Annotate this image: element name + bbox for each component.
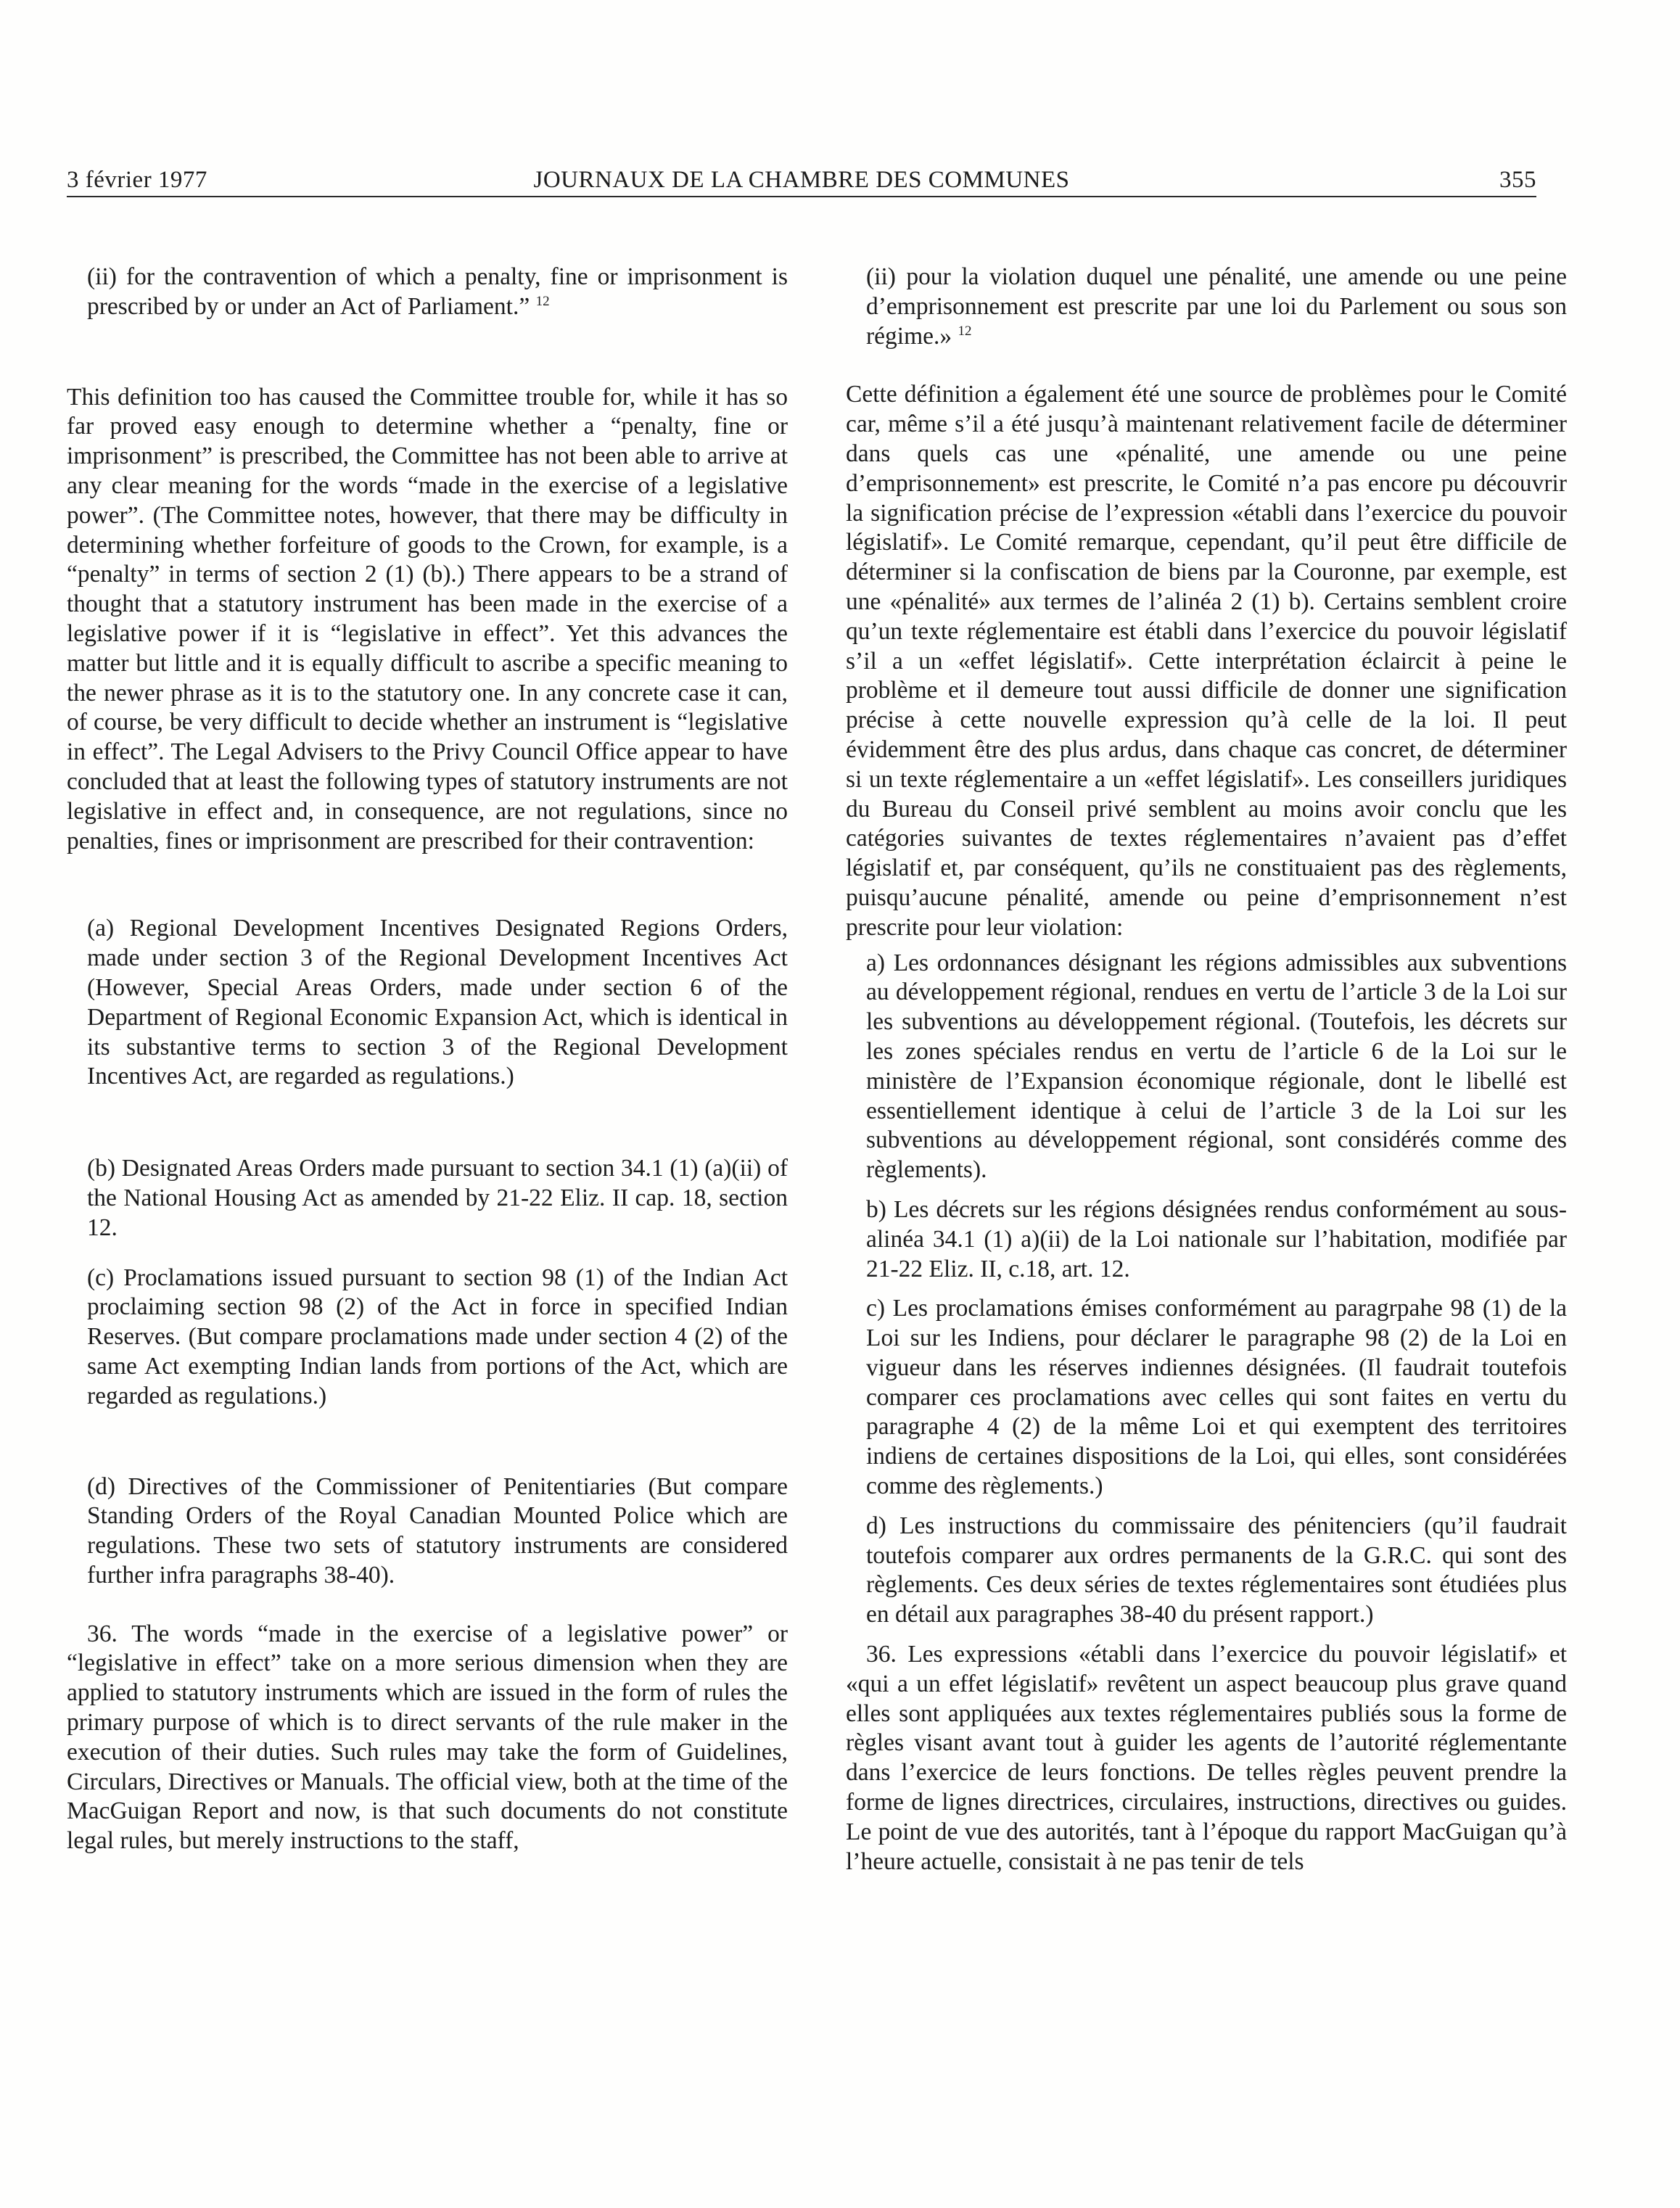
en-paragraph-36: 36. The words “made in the exercise of a legislative power” or “legislative in effect” take on a more serious dimension when they are applied to statutory instruments which are issued in the form of rules the primary purpose of which is to direct servants of the rule maker in the execution of their duties. Such rules may take the form of Guidelines, Circulars, Directives or Manuals. The official view, both at the time of the MacGuigan Report and now, is that such documents do not constitute legal rules, but merely instructions to the staff, bbox=[67, 1620, 788, 1855]
fr-item-c: c) Les proclamations émises conformément au paragrpahe 98 (1) de la Loi sur les Indiens, pour déclarer le paragraphe 98 (2) de la Loi en vigueur dans les réserves indiennes désignées. (Il faudrait toutefois comparer ces proclamations avec celles qui sont faites en vertu du paragraphe 4 (2) de la même Loi et qui exemptent des territoires indiens de certaines dispositions de la Loi, qui elles, sont considérées comme des règlements.) bbox=[866, 1295, 1567, 1500]
en-item-d: (d) Directives of the Commissioner of Penitentiaries (But compare Standing Orders of the Royal Canadian Mounted Police which are regulations. These two sets of statutory instruments are considered further infra paragraphs 38-40). bbox=[87, 1472, 788, 1589]
fr-item-a: a) Les ordonnances désignant les régions admissibles aux subventions au développement régional, rendues en vertu de l’article 3 de la Loi sur les subventions au développement régional. (Toutefois, les décrets sur les zones spéciales rendus en vertu de l’article 6 de la Loi sur le ministère de l’Expansion économique régionale, dont le libellé est essentiellement identique à celui de l’article 3 de la Loi sur les subventions au développement régional, sont considérés comme des règlements). bbox=[866, 949, 1567, 1184]
header-rule bbox=[67, 196, 1536, 197]
french-column bbox=[846, 263, 1567, 1877]
en-subparagraph-ii-text: (ii) for the contravention of which a penalty, fine or imprisonment is prescribed by or under an Act of Parliament.” bbox=[87, 263, 788, 320]
header-journal-title: JOURNAUX DE LA CHAMBRE DES COMMUNES bbox=[533, 167, 1070, 193]
en-paragraph-definition: This definition too has caused the Committee trouble for, while it has so far proved easy enough to determine whether a “penalty, fine or imprisonment” is prescribed, the Committee has not been able to arrive at any clear meaning for the words “made in the exercise of a legislative power”. (The Committee notes, however, that there may be difficulty in determining whether forfeiture of goods to the Crown, for example, is a “penalty” in terms of section 2 (1) (b).) There appears to be a strand of thought that a statutory instrument has been made in the exercise of a legislative power if it is “legislative in effect”. Yet this advances the matter but little and it is equally difficult to ascribe a specific meaning to the newer phrase as it is to the statutory one. In any concrete case it can, of course, be very difficult to decide whether an instrument is “legislative in effect”. The Legal Advisers to the Privy Council Office appear to have concluded that at least the following types of statutory instruments are not legislative in effect and, in consequence, are not regulations, since no penalties, fines or imprisonment are prescribed for their contravention: bbox=[67, 383, 788, 854]
english-column bbox=[67, 263, 788, 1856]
en-item-a: (a) Regional Development Incentives Designated Regions Orders, made under section 3 of the Regional Development Incentives Act (However, Special Areas Orders, made under section 6 of the Department of Regional Economic Expansion Act, which is identical in its substantive terms to section 3 of the Regional Development Incentives Act, are regarded as regulations.) bbox=[87, 915, 788, 1090]
fr-item-b: b) Les décrets sur les régions désignées rendus conformément au sous-alinéa 34.1 (1) a)(ii) de la Loi nationale sur l’habitation, modifiée par 21-22 Eliz. II, c.18, art. 12. bbox=[866, 1195, 1567, 1282]
fr-subparagraph-ii-text: (ii) pour la violation duquel une pénalité, une amende ou une peine d’emprisonnement est prescrite par une loi du Parlement ou sous son régime.» bbox=[866, 263, 1567, 350]
header-date: 3 février 1977 bbox=[67, 167, 207, 193]
running-head bbox=[67, 160, 1536, 200]
fr-item-d: d) Les instructions du commissaire des pénitenciers (qu’il faudrait toutefois comparer aux ordres permanents de la G.R.C. qui sont des règlements. Ces deux séries de textes réglementaires sont étudiées plus en détail aux paragraphes 38-40 du présent rapport.) bbox=[866, 1512, 1567, 1628]
fr-footnote-ref-12: 12 bbox=[958, 323, 972, 339]
fr-paragraph-definition: Cette définition a également été une source de problèmes pour le Comité car, même s’il a été jusqu’à maintenant relativement facile de déterminer dans quels cas une «pénalité, une amende ou une peine d’emprisonnement» est prescrite, le Comité n’a pas encore pu découvrir la signification précise de l’expression «établi dans l’exercice du pouvoir législatif». Le Comité remarque, cependant, qu’il peut être difficile de déterminer si la confiscation de biens par la Couronne, par exemple, est une «pénalité» aux termes de l’alinéa 2 (1) b). Certains semblent croire qu’un texte réglementaire est établi dans l’exercice du pouvoir législatif s’il a un «effet législatif». Cette interprétation éclaircit à peine le problème et il demeure tout aussi difficile de donner une signification précise à cette nouvelle expression qu’à celle de la loi. Il peut évidemment être des plus ardus, dans chaque cas concret, de déterminer si un texte réglementaire a un «effet législatif». Les conseillers juridiques du Bureau du Conseil privé semblent au moins avoir conclu que les catégories suivantes de textes réglementaires n’avaient pas d’effet législatif et, par conséquent, qu’ils ne constituaient pas des règlements, puisqu’aucune pénalité, amende ou peine d’emprisonnement n’est prescrite pour leur violation: bbox=[846, 381, 1567, 941]
en-subparagraph-ii bbox=[67, 263, 788, 322]
en-footnote-ref-12: 12 bbox=[535, 293, 550, 309]
fr-paragraph-36: 36. Les expressions «établi dans l’exercice du pouvoir législatif» et «qui a un effet législatif» revêtent un aspect beaucoup plus grave quand elles sont appliquées aux textes réglementaires publiés sous la forme de règles visant avant tout à guider les agents de l’autorité réglementante dans l’exercice de leurs fonctions. De telles règles peuvent prendre la forme de lignes directrices, circulaires, instructions, directives ou guides. Le point de vue des autorités, tant à l’époque du rapport MacGuigan qu’à l’heure actuelle, consistait à ne pas tenir de tels bbox=[846, 1641, 1567, 1875]
en-item-c: (c) Proclamations issued pursuant to section 98 (1) of the Indian Act proclaiming section 98 (2) of the Act in force in specified Indian Reserves. (But compare proclamations made under section 4 (2) of the same Act exempting Indian lands from portions of the Act, which are regarded as regulations.) bbox=[87, 1264, 788, 1409]
header-page-number: 355 bbox=[1499, 167, 1536, 193]
fr-subparagraph-ii bbox=[846, 263, 1567, 351]
en-item-b: (b) Designated Areas Orders made pursuant to section 34.1 (1) (a)(ii) of the National Housing Act as amended by 21-22 Eliz. II cap. 18, section 12. bbox=[87, 1155, 788, 1241]
